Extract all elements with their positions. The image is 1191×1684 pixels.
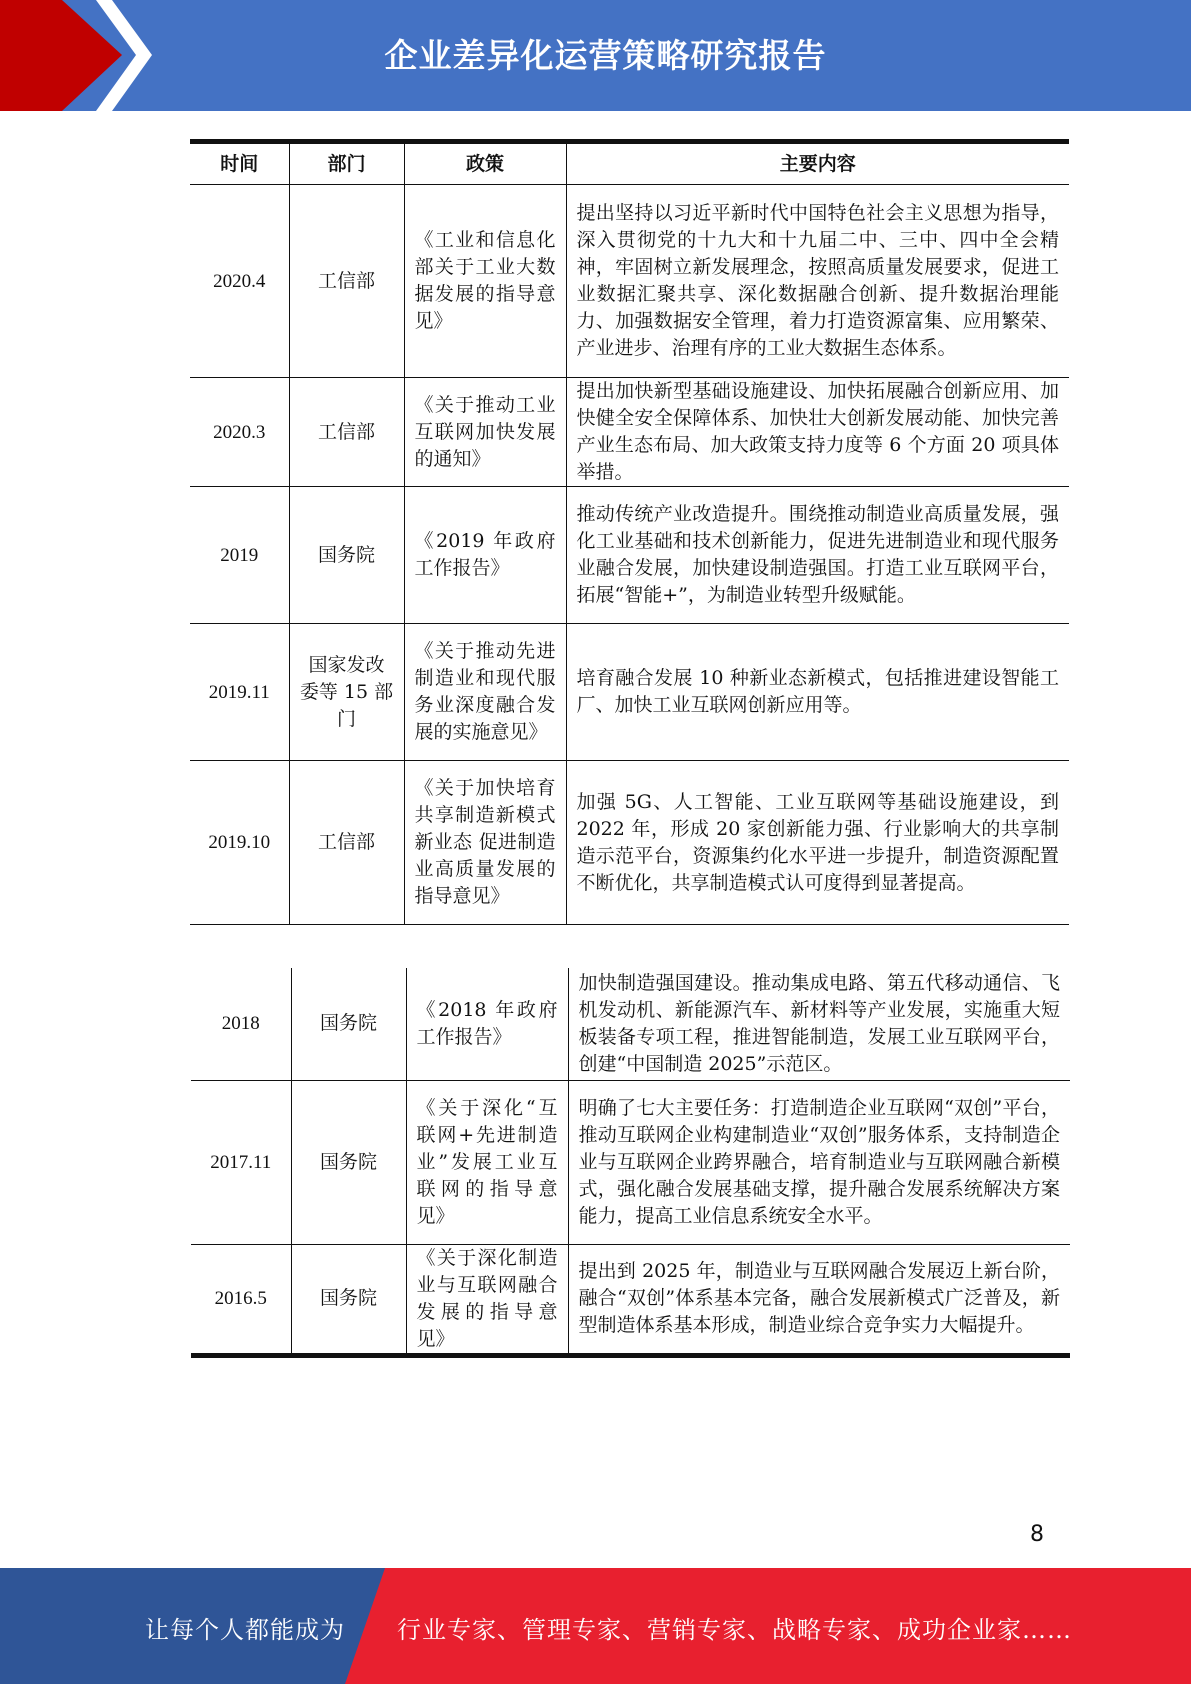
header-time: 时间 <box>190 142 289 185</box>
report-title: 企业差异化运营策略研究报告 <box>384 36 827 75</box>
row-content: 培育融合发展 10 种新业态新模式，包括推进建设智能工厂、加快工业互联网创新应用等。 <box>566 624 1069 761</box>
footer-slogan-right: 行业专家、管理专家、营销专家、战略专家、成功企业家…… <box>397 1616 1072 1644</box>
table-row <box>191 968 1070 1080</box>
row-policy: 《关于深化“互联网+先进制造业”发展工业互联网的指导意见》 <box>406 1080 568 1244</box>
row-policy: 《关于加快培育共享制造新模式新业态 促进制造业高质量发展的指导意见》 <box>404 761 566 925</box>
row-time: 2020.4 <box>190 185 289 378</box>
footer-slogan-left: 让每个人都能成为 <box>145 1616 345 1644</box>
row-content: 推动传统产业改造提升。围绕推动制造业高质量发展，强化工业基础和技术创新能力，促进先进制造业和现代服务业融合发展，加快建设制造强国。打造工业互联网平台，拓展“智能+”，为制造业转型升级赋能。 <box>566 487 1069 624</box>
table-row <box>190 761 1069 925</box>
page-number: 8 <box>1030 1522 1044 1547</box>
row-dept: 国务院 <box>289 487 404 624</box>
row-dept: 国家发改委等 15 部门 <box>289 624 404 761</box>
row-dept: 国务院 <box>291 968 406 1080</box>
table-row <box>191 1080 1070 1244</box>
row-policy: 《关于推动先进制造业和现代服务业深度融合发展的实施意见》 <box>404 624 566 761</box>
row-content: 提出加快新型基础设施建设、加快拓展融合创新应用、加快健全安全保障体系、加快壮大创新发展动能、加快完善产业生态布局、加大政策支持力度等 6 个方面 20 项具体举措。 <box>566 378 1069 487</box>
page-header <box>0 0 1191 111</box>
row-time: 2016.5 <box>191 1244 291 1355</box>
row-dept: 国务院 <box>291 1080 406 1244</box>
row-time: 2019.11 <box>190 624 289 761</box>
header-content: 主要内容 <box>566 142 1069 185</box>
table-row <box>191 1244 1070 1355</box>
row-policy: 《工业和信息化部关于工业大数据发展的指导意见》 <box>404 185 566 378</box>
header-policy: 政策 <box>404 142 566 185</box>
header-dept: 部门 <box>289 142 404 185</box>
row-policy: 《关于深化制造业与互联网融合发展的指导意见》 <box>406 1244 568 1355</box>
row-policy: 《2019 年政府工作报告》 <box>404 487 566 624</box>
table-row <box>190 487 1069 624</box>
table-row <box>190 378 1069 487</box>
row-time: 2019.10 <box>190 761 289 925</box>
row-content: 明确了七大主要任务：打造制造企业互联网“双创”平台，推动互联网企业构建制造业“双创”服务体系，支持制造企业与互联网企业跨界融合，培育制造业与互联网融合新模式，强化融合发展基础支撑，提升融合发展系统解决方案能力，提高工业信息系统安全水平。 <box>568 1080 1070 1244</box>
row-content: 提出坚持以习近平新时代中国特色社会主义思想为指导，深入贯彻党的十九大和十九届二中、三中、四中全会精神，牢固树立新发展理念，按照高质量发展要求，促进工业数据汇聚共享、深化数据融合创新、提升数据治理能力、加强数据安全管理，着力打造资源富集、应用繁荣、产业进步、治理有序的工业大数据生态体系。 <box>566 185 1069 378</box>
row-content: 加强 5G、人工智能、工业互联网等基础设施建设，到 2022 年，形成 20 家创新能力强、行业影响大的共享制造示范平台，资源集约化水平进一步提升，制造资源配置不断优化，共享制造模式认可度得到显著提高。 <box>566 761 1069 925</box>
row-time: 2020.3 <box>190 378 289 487</box>
row-time: 2019 <box>190 487 289 624</box>
row-dept: 工信部 <box>289 378 404 487</box>
row-content: 加快制造强国建设。推动集成电路、第五代移动通信、飞机发动机、新能源汽车、新材料等产业发展，实施重大短板装备专项工程，推进智能制造，发展工业互联网平台，创建“中国制造 2025”示范区。 <box>568 968 1070 1080</box>
row-time: 2017.11 <box>191 1080 291 1244</box>
row-time: 2018 <box>191 968 291 1080</box>
policy-table <box>190 139 1069 925</box>
table-header-row <box>190 142 1069 185</box>
row-dept: 工信部 <box>289 761 404 925</box>
table-row <box>190 185 1069 378</box>
row-dept: 工信部 <box>289 185 404 378</box>
row-dept: 国务院 <box>291 1244 406 1355</box>
row-policy: 《关于推动工业互联网加快发展的通知》 <box>404 378 566 487</box>
policy-table-continued <box>191 968 1070 1358</box>
page-footer <box>0 1568 1191 1684</box>
row-policy: 《2018 年政府工作报告》 <box>406 968 568 1080</box>
table-row <box>190 624 1069 761</box>
row-content: 提出到 2025 年，制造业与互联网融合发展迈上新台阶，融合“双创”体系基本完备，融合发展新模式广泛普及，新型制造体系基本形成，制造业综合竞争实力大幅提升。 <box>568 1244 1070 1355</box>
